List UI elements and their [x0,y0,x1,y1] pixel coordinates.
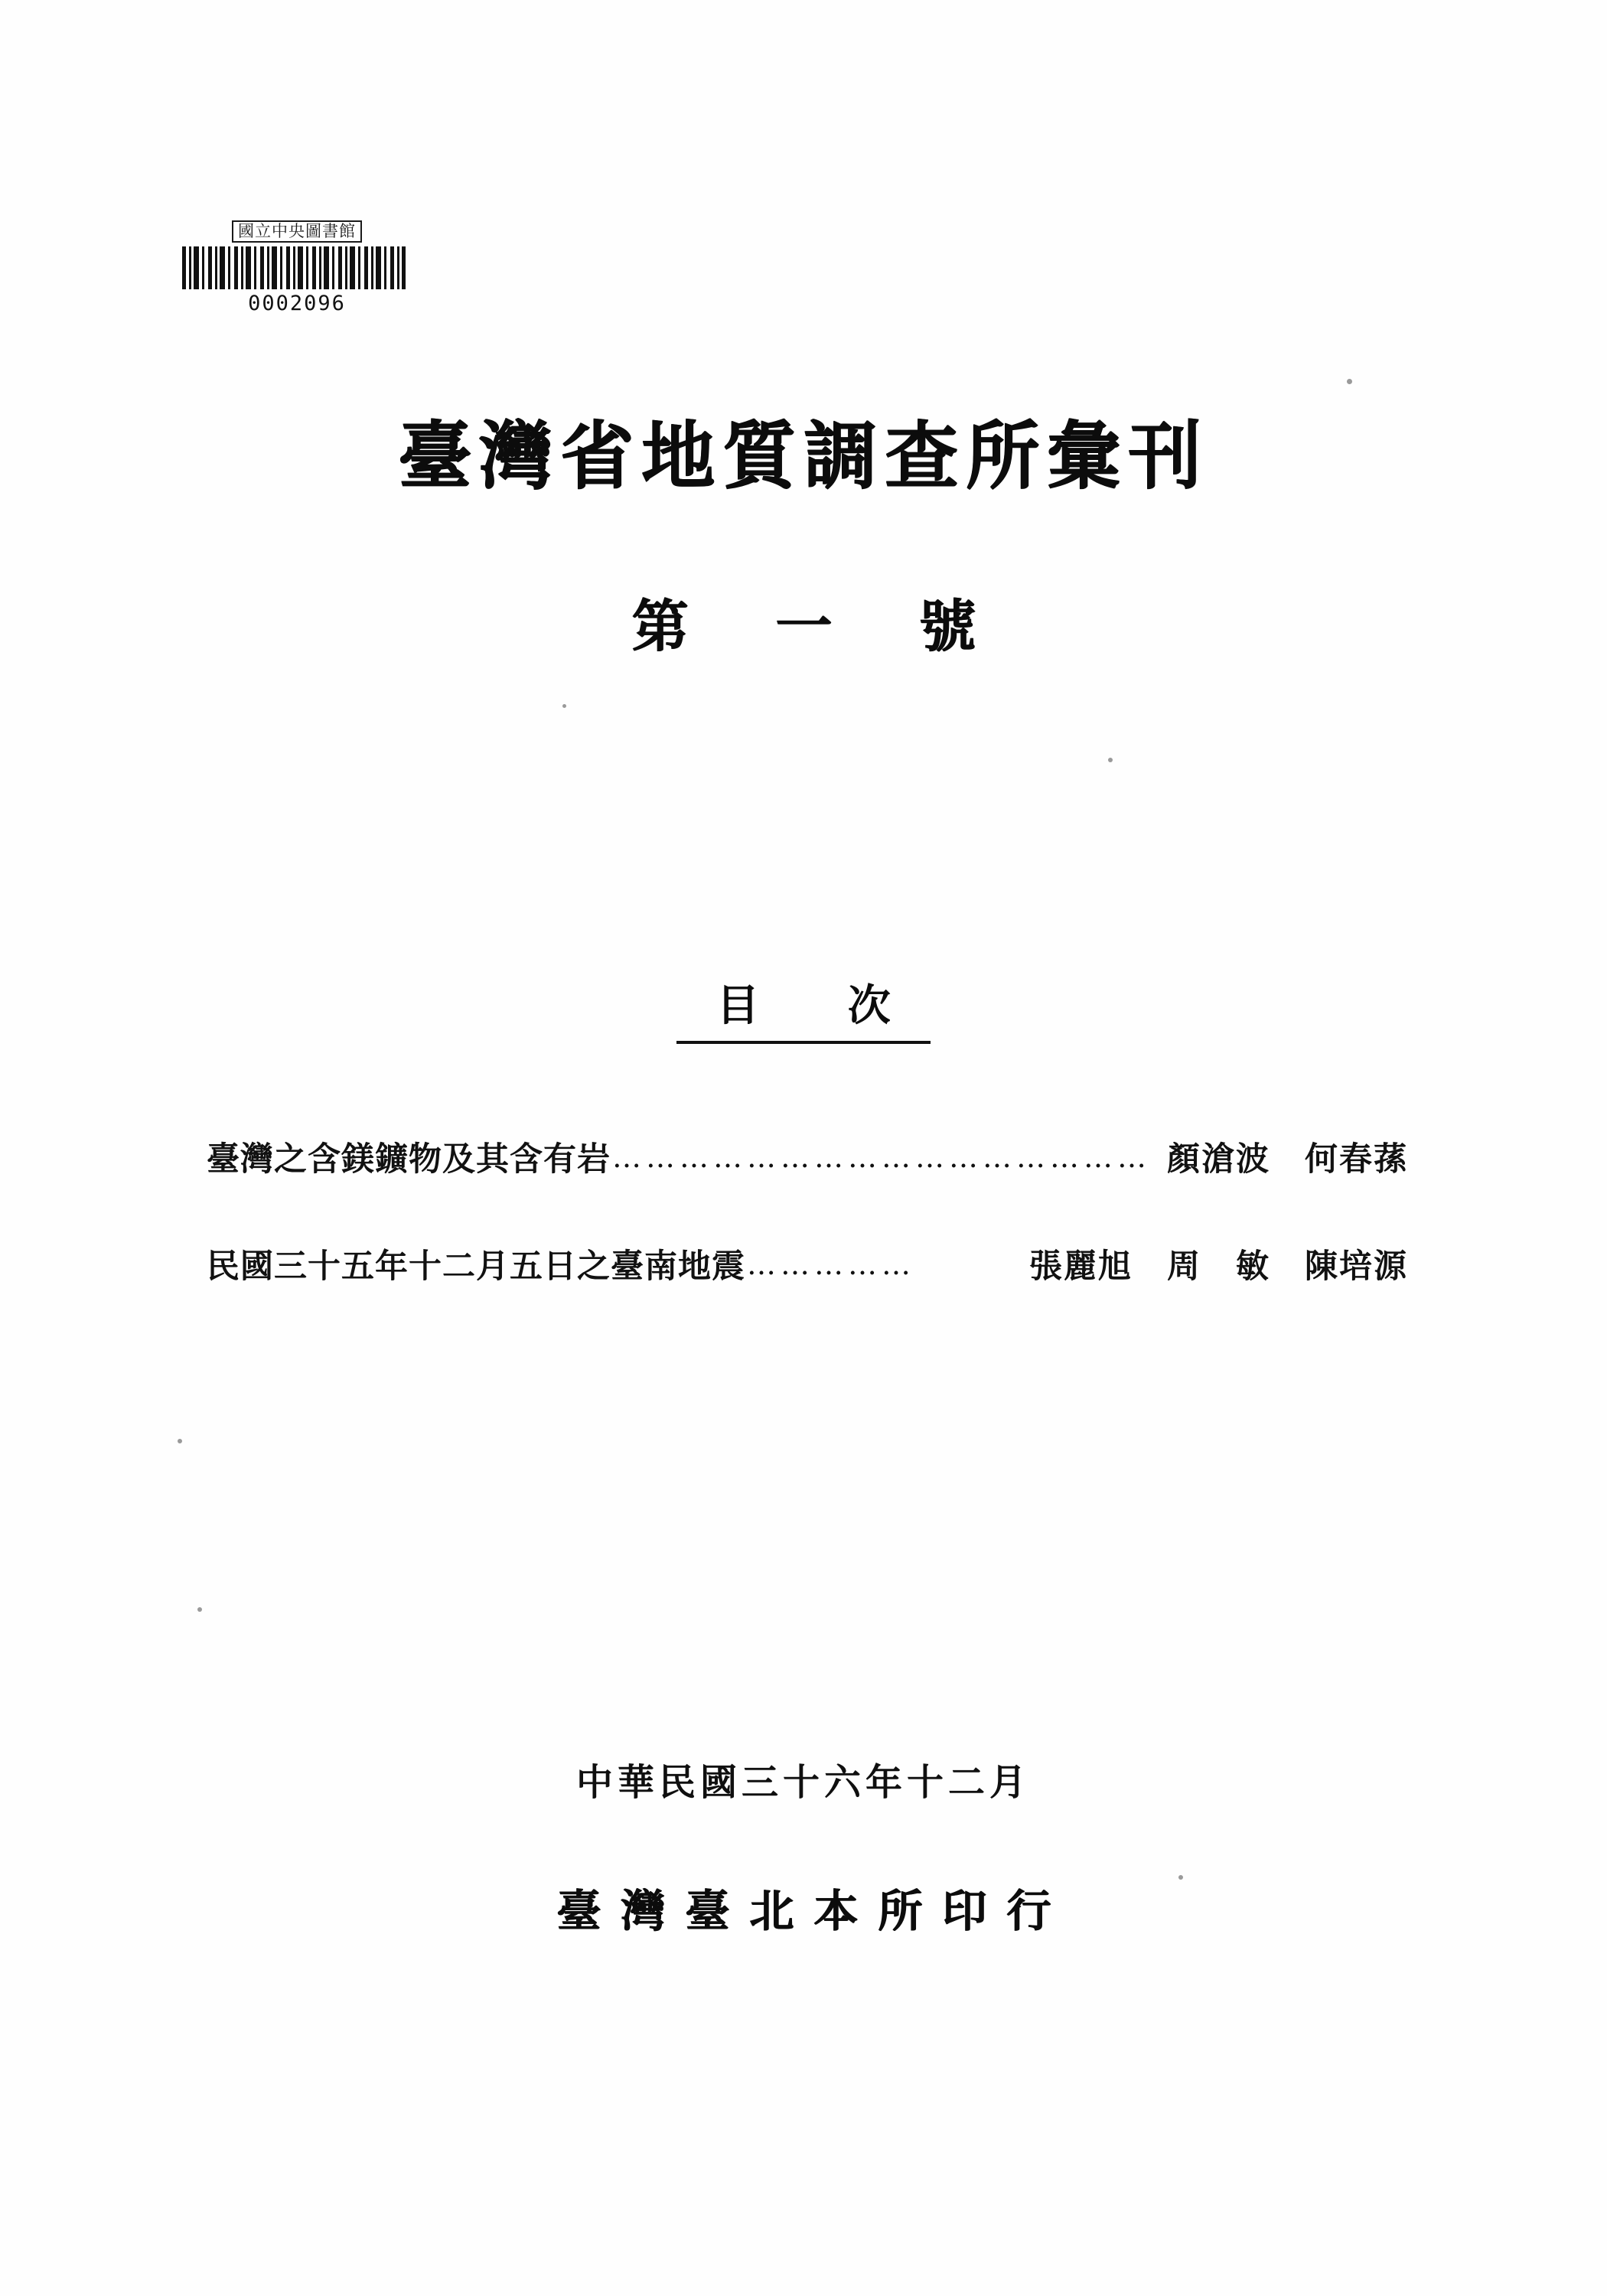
toc-entry-authors: 張麗旭 周 敏 陳培源 [1029,1247,1408,1286]
barcode-number: 0002096 [248,292,346,316]
toc-entry-leader: ………………………………………… [612,1140,1151,1174]
list-item [207,1140,1408,1180]
paper-speck [197,1607,202,1612]
page-title: 臺灣省地質調查所彙刊 [398,413,1209,499]
list-item [207,1247,1408,1287]
paper-speck [1347,379,1352,384]
paper-speck [562,704,566,708]
barcode-icon [182,246,406,289]
publication-date: 中華民國三十六年十二月 [575,1761,1031,1804]
publisher: 臺灣臺北本所印行 [556,1885,1071,1937]
toc-heading [0,972,1607,1044]
toc-heading-text: 目 次 [676,972,931,1044]
toc-entry-authors: 顏滄波 何春蓀 [1167,1140,1408,1179]
paper-speck [1108,758,1113,762]
toc-entry-title: 民國三十五年十二月五日之臺南地震 [207,1247,745,1286]
library-stamp [182,220,412,315]
issue-number: 第 一 號 [631,594,1009,660]
toc-entry-title: 臺灣之含鎂鑛物及其含有岩 [207,1140,611,1179]
table-of-contents [207,1140,1408,1354]
paper-speck [1178,1875,1183,1880]
paper-speck [178,1439,182,1443]
library-stamp-label: 國立中央圖書館 [232,220,362,243]
toc-entry-leader: …………… [747,1247,915,1281]
